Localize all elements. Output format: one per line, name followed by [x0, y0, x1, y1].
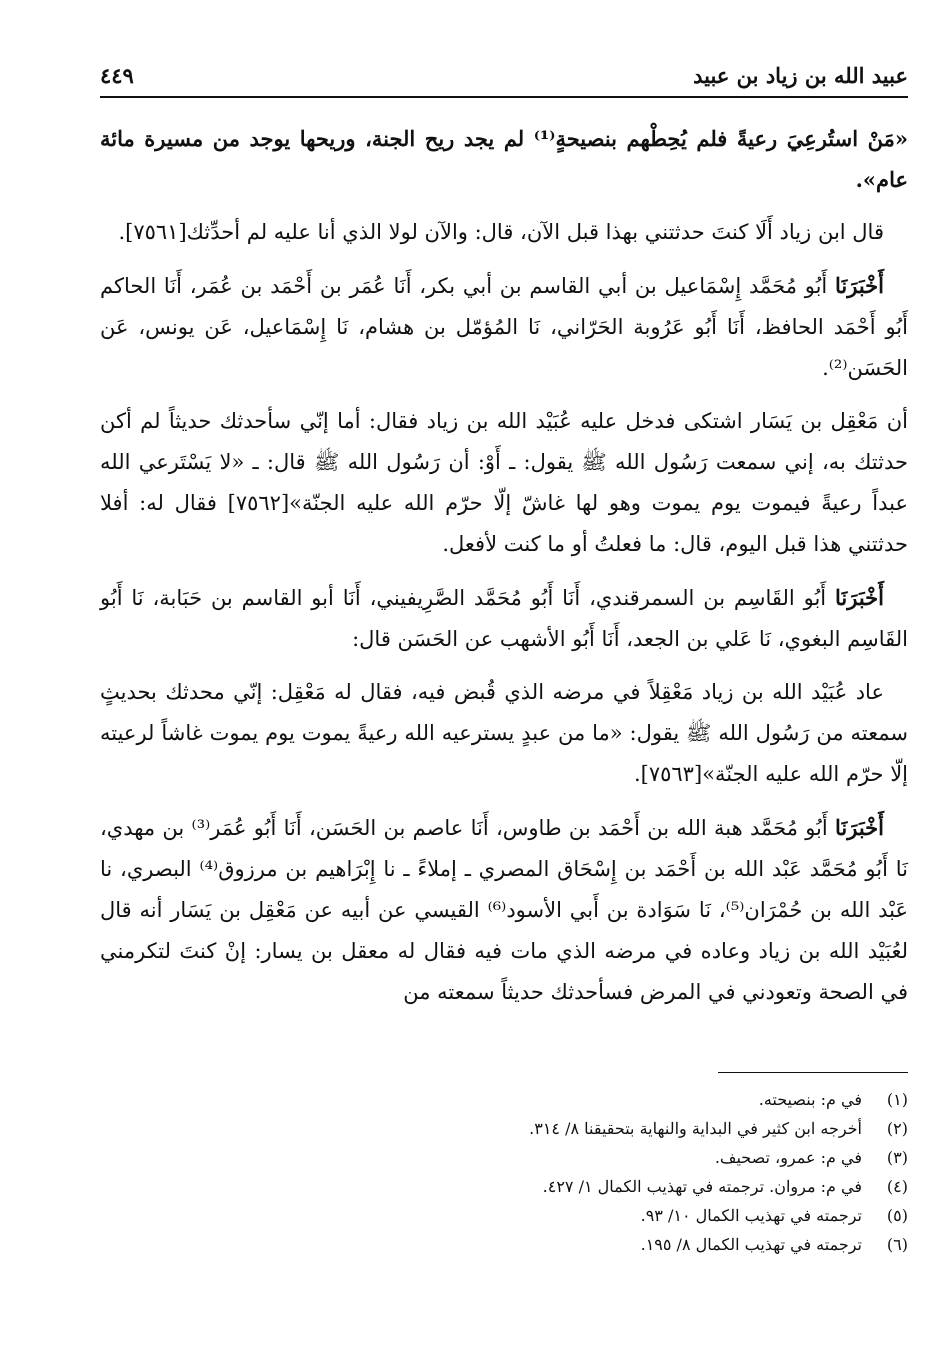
narration-paragraph: قال ابن زياد أَلَا كنتَ حدثتني بهذا قبل الآن، قال: والآن لولا الذي أنا عليه لم أحدِّثك[٧٥٦١].: [118, 220, 884, 244]
footnote-text: ترجمته في تهذيب الكمال ١٠/ ٩٣.: [640, 1206, 862, 1225]
footnote: [100, 1201, 908, 1230]
footnote-text: في م: بنصيحته.: [758, 1090, 862, 1109]
footnote: [100, 1230, 908, 1259]
footnote-divider: [718, 1072, 908, 1073]
footnote-number: (٥): [886, 1206, 908, 1225]
footnote-number: (٦): [886, 1235, 908, 1254]
footnote: [100, 1143, 908, 1172]
footnotes: [100, 1085, 908, 1259]
footnote: [100, 1114, 908, 1143]
page-number: ٤٤٩: [100, 62, 134, 88]
footnote-number: (٤): [886, 1177, 908, 1196]
main-text: [100, 118, 908, 1025]
footnote-number: (٣): [886, 1148, 908, 1167]
running-head: عبيد الله بن زياد بن عبيد: [693, 62, 908, 88]
isnad-text: أَبُو القَاسِم بن السمرقندي، أَنَا أَبُو مُحَمَّد الصَّرِيفيني، أَنَا أبو القاسم بن حَبَابة، نَا أَبُو القَاسِم البغوي، نَا عَلي بن الجعد، أَنَا أَبُو الأشهب عن الحَسَن قال:: [100, 586, 908, 651]
akhbarana-lead: أَخْبَرَنَا: [835, 273, 884, 298]
footnote-text: أخرجه ابن كثير في البداية والنهاية بتحقيقنا ٨/ ٣١٤.: [529, 1119, 862, 1138]
akhbarana-lead: أَخْبَرَنَا: [835, 585, 884, 610]
footnote-number: (١): [886, 1090, 908, 1109]
footnote-text: ترجمته في تهذيب الكمال ٨/ ١٩٥.: [640, 1235, 862, 1254]
footnote: [100, 1172, 908, 1201]
footnote-number: (٢): [886, 1119, 908, 1138]
footnote-text: في م: عمرو، تصحيف.: [714, 1148, 862, 1167]
isnad-text: أَبُو مُحَمَّد هبة الله بن أَحْمَد بن طاوس، أَنَا عاصم بن الحَسَن، أَنَا أَبُو عُمَر⁽³⁾ بن مهدي، نَا أَبُو مُحَمَّد عَبْد الله بن أَحْمَد بن إِسْحَاق المصري ـ إملاءً ـ نا إِبْرَاهيم بن مرزوق⁽⁴⁾ البصري، نا عَبْد الله بن حُمْرَان⁽⁵⁾، نَا سَوَادة بن أَبي الأسود⁽⁶⁾ القيسي عن أبيه عن مَعْقِل بن يَسَار أنه قال لعُبَيْد الله بن زياد وعاده في مرضه الذي مات فيه فقال له معقل بن يسار: إنْ كنتَ لتكرمني في الصحة وتعودني في المرض فسأحدثك حديثاً سمعته من: [100, 816, 908, 1004]
footnote-text: في م: مروان. ترجمته في تهذيب الكمال ١/ ٤٢٧.: [542, 1177, 862, 1196]
isnad-text: أَبُو مُحَمَّد إِسْمَاعيل بن أبي القاسم بن أبي بكر، أَنَا عُمَر بن أَحْمَد بن عُمَر، أَنَا الحاكم أَبُو أَحْمَد الحافظ، أَنَا أَبُو عَرُوبة الحَرّاني، نَا المُؤمّل بن هشام، نَا إِسْمَاعيل، عَن يونس، عَن الحَسَن⁽²⁾.: [100, 274, 908, 380]
matn-paragraph: أن مَعْقِل بن يَسَار اشتكى فدخل عليه عُبَيْد الله بن زياد فقال: أما إنّي سأحدثك حديثاً لم أكن حدثتك به، إني سمعت رَسُول الله ﷺ يقول: ـ أَوْ: أن رَسُول الله ﷺ قال: ـ «لا يَسْتَرعي الله عبداً رعيةً فيموت يوم يموت وهو لها غاشّ إلّا حرّم الله عليه الجنّة»[٧٥٦٢] فقال له: أفلا حدثتني هذا قبل اليوم، قال: ما فعلتُ أو ما كنت لأفعل.: [100, 409, 908, 556]
akhbarana-lead: أَخْبَرَنَا: [835, 815, 884, 840]
footnote: [100, 1085, 908, 1114]
isnad-paragraph: [100, 577, 908, 660]
header-divider: [100, 96, 908, 98]
matn-paragraph: عاد عُبَيْد الله بن زياد مَعْقِلاً في مرضه الذي قُبض فيه، فقال له مَعْقِل: إنّي محدثك بحديثٍ سمعته من رَسُول الله ﷺ يقول: «ما من عبدٍ يسترعيه الله رعيةً يموت يوم يموت غاشاً لرعيته إلّا حرّم الله عليه الجنّة»[٧٥٦٣].: [100, 680, 908, 786]
hadith-paragraph: «مَنْ استُرعِيَ رعيةً فلم يُحِطْهم بنصيحةٍ⁽¹⁾ لم يجد ريح الجنة، وريحها يوجد من مسيرة مائة عام».: [100, 126, 908, 192]
isnad-paragraph: [100, 265, 908, 389]
isnad-paragraph: [100, 807, 908, 1013]
page-header: [100, 58, 908, 92]
